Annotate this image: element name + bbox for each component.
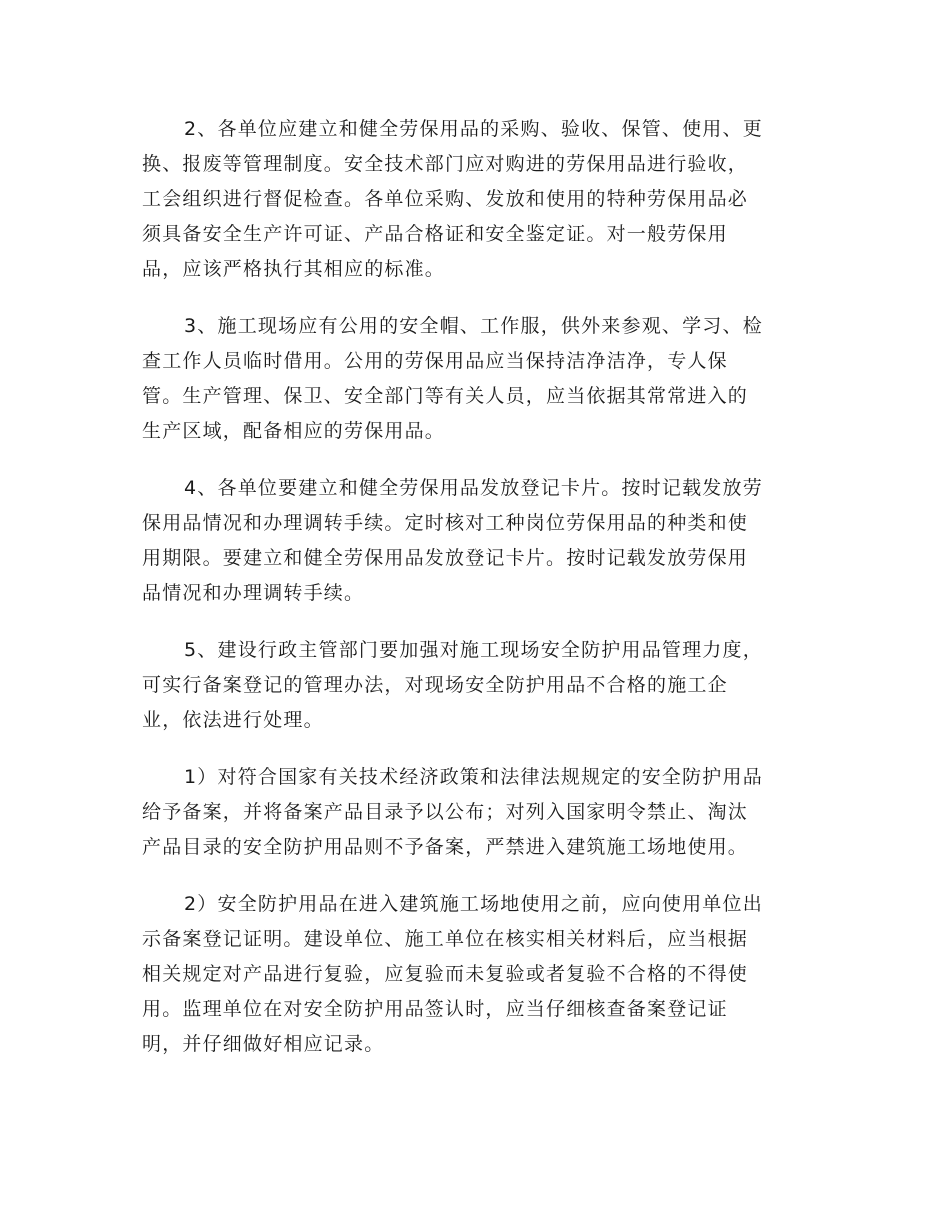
text-line: 4、各单位要建立和健全劳保用品发放登记卡片。按时记载发放劳 xyxy=(184,477,763,499)
paragraph-5-1 xyxy=(142,760,812,865)
text-line: 产品目录的安全防护用品则不予备案，严禁进入建筑施工场地使用。 xyxy=(142,836,749,858)
paragraph-4 xyxy=(142,471,812,611)
text-line: 用。监理单位在对安全防护用品签认时，应当仔细核查备案登记证 xyxy=(142,998,728,1020)
paragraph-3 xyxy=(142,309,812,449)
text-line: 3、施工现场应有公用的安全帽、工作服，供外来参观、学习、检 xyxy=(184,315,763,337)
text-line: 换、报废等管理制度。安全技术部门应对购进的劳保用品进行验收， xyxy=(142,153,749,175)
text-line: 明，并仔细做好相应记录。 xyxy=(142,1033,385,1055)
paragraph-5-2 xyxy=(142,887,812,1062)
document-body xyxy=(142,112,812,1084)
text-line: 品情况和办理调转手续。 xyxy=(142,582,365,604)
text-line: 给予备案，并将备案产品目录予以公布；对列入国家明令禁止、淘汰 xyxy=(142,801,749,823)
text-line: 5、建设行政主管部门要加强对施工现场安全防护用品管理力度， xyxy=(184,639,763,661)
text-line: 品，应该严格执行其相应的标准。 xyxy=(142,258,446,280)
paragraph-5 xyxy=(142,633,812,738)
text-line: 须具备安全生产许可证、产品合格证和安全鉴定证。对一般劳保用 xyxy=(142,223,728,245)
text-line: 2、各单位应建立和健全劳保用品的采购、验收、保管、使用、更 xyxy=(184,118,763,140)
text-line: 生产区域，配备相应的劳保用品。 xyxy=(142,420,446,442)
text-line: 查工作人员临时借用。公用的劳保用品应当保持洁净洁净，专人保 xyxy=(142,350,728,372)
text-line: 用期限。要建立和健全劳保用品发放登记卡片。按时记载发放劳保用 xyxy=(142,547,749,569)
text-line: 保用品情况和办理调转手续。定时核对工种岗位劳保用品的种类和使 xyxy=(142,512,749,534)
text-line: 管。生产管理、保卫、安全部门等有关人员，应当依据其常常进入的 xyxy=(142,385,749,407)
text-line: 相关规定对产品进行复验，应复验而未复验或者复验不合格的不得使 xyxy=(142,963,749,985)
paragraph-2 xyxy=(142,112,812,287)
text-line: 1）对符合国家有关技术经济政策和法律法规规定的安全防护用品 xyxy=(184,766,763,788)
text-line: 可实行备案登记的管理办法，对现场安全防护用品不合格的施工企 xyxy=(142,674,728,696)
text-line: 业，依法进行处理。 xyxy=(142,709,324,731)
text-line: 示备案登记证明。建设单位、施工单位在核实相关材料后，应当根据 xyxy=(142,928,749,950)
text-line: 工会组织进行督促检查。各单位采购、发放和使用的特种劳保用品必 xyxy=(142,188,749,210)
text-line: 2）安全防护用品在进入建筑施工场地使用之前，应向使用单位出 xyxy=(184,893,763,915)
